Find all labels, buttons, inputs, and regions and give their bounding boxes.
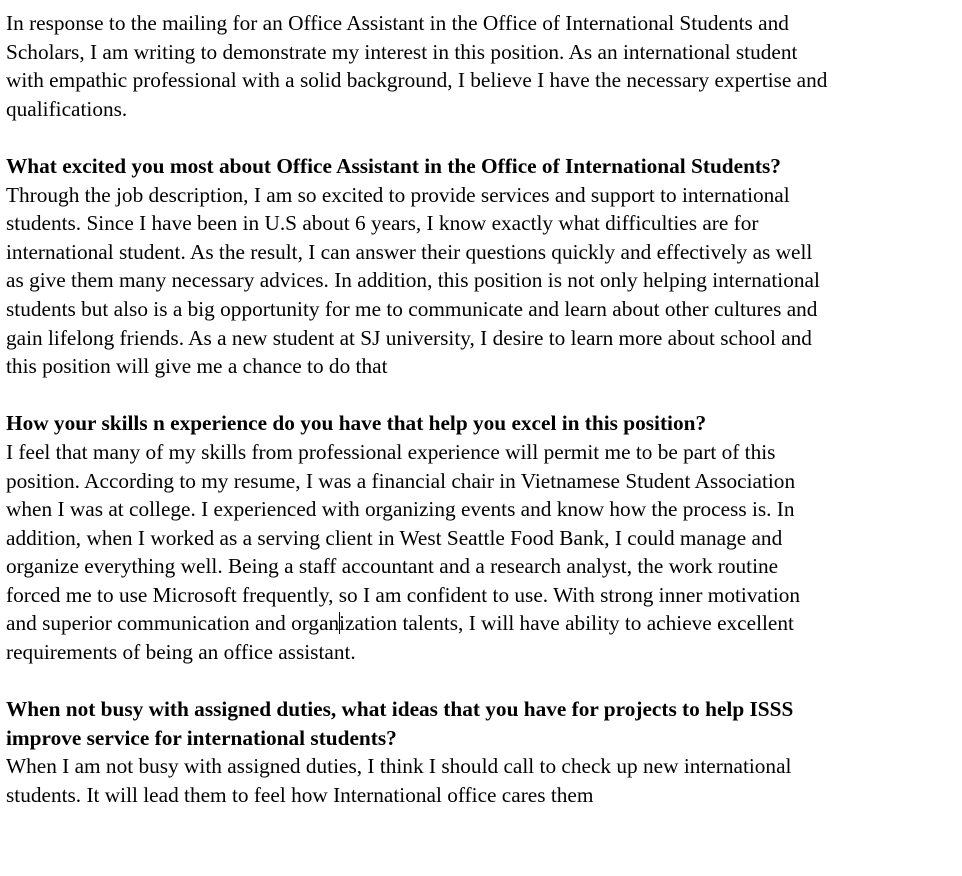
- text-line: organize everything well. Being a staff accountant and a research analyst, the work routine: [6, 554, 779, 579]
- text-line: with empathic professional with a solid background, I believe I have the necessary expertise and: [6, 68, 828, 93]
- section-heading-excited: [6, 152, 960, 181]
- text-line: Through the job description, I am so excited to provide services and support to international: [6, 182, 790, 207]
- text-line: I feel that many of my skills from professional experience will permit me to be part of this: [6, 439, 776, 464]
- text-line: as give them many necessary advices. In addition, this position is not only helping international: [6, 268, 820, 293]
- text-line: qualifications.: [6, 96, 128, 121]
- section-body-skills: [6, 438, 960, 667]
- text-line: addition, when I worked as a serving client in West Seattle Food Bank, I could manage and: [6, 525, 783, 550]
- text-line: forced me to use Microsoft frequently, so I am confident to use. With strong inner motivation: [6, 582, 801, 607]
- section-heading-skills: [6, 409, 960, 438]
- section-body-ideas: [6, 752, 960, 809]
- heading-line: improve service for international students?: [6, 725, 397, 750]
- section-heading-ideas: [6, 695, 960, 752]
- text-line: students but also is a big opportunity for me to communicate and learn about other cultures and: [6, 296, 818, 321]
- text-line: students. It will lead them to feel how International office cares them: [6, 783, 594, 808]
- heading-line: What excited you most about Office Assistant in the Office of International Students?: [6, 153, 781, 178]
- blank-line: [6, 667, 960, 696]
- text-before-caret: and superior communication and organ: [6, 611, 340, 636]
- text-line: In response to the mailing for an Office Assistant in the Office of International Students and: [6, 11, 789, 35]
- text-line: When I am not busy with assigned duties, I think I should call to check up new international: [6, 754, 792, 779]
- blank-line: [6, 123, 960, 152]
- document-body[interactable]: [6, 9, 960, 810]
- text-line: international student. As the result, I can answer their questions quickly and effectively as well: [6, 239, 813, 264]
- section-body-excited: [6, 181, 960, 381]
- text-line: position. According to my resume, I was a financial chair in Vietnamese Student Association: [6, 468, 796, 493]
- text-line: Scholars, I am writing to demonstrate my interest in this position. As an international student: [6, 39, 798, 64]
- text-line: this position will give me a chance to do that: [6, 354, 388, 379]
- text-line-with-caret: [6, 609, 960, 638]
- text-line: gain lifelong friends. As a new student at SJ university, I desire to learn more about school and: [6, 325, 812, 350]
- text-line: students. Since I have been in U.S about 6 years, I know exactly what difficulties are for: [6, 211, 759, 236]
- text-line: requirements of being an office assistant.: [6, 640, 356, 665]
- text-after-caret: ization talents, I will have ability to achieve excellent: [339, 611, 794, 636]
- intro-paragraph: [6, 9, 960, 123]
- blank-line: [6, 381, 960, 410]
- text-line: when I was at college. I experienced with organizing events and know how the process is. In: [6, 497, 795, 522]
- heading-line: How your skills n experience do you have that help you excel in this position?: [6, 411, 707, 436]
- heading-line: When not busy with assigned duties, what ideas that you have for projects to help ISSS: [6, 697, 794, 722]
